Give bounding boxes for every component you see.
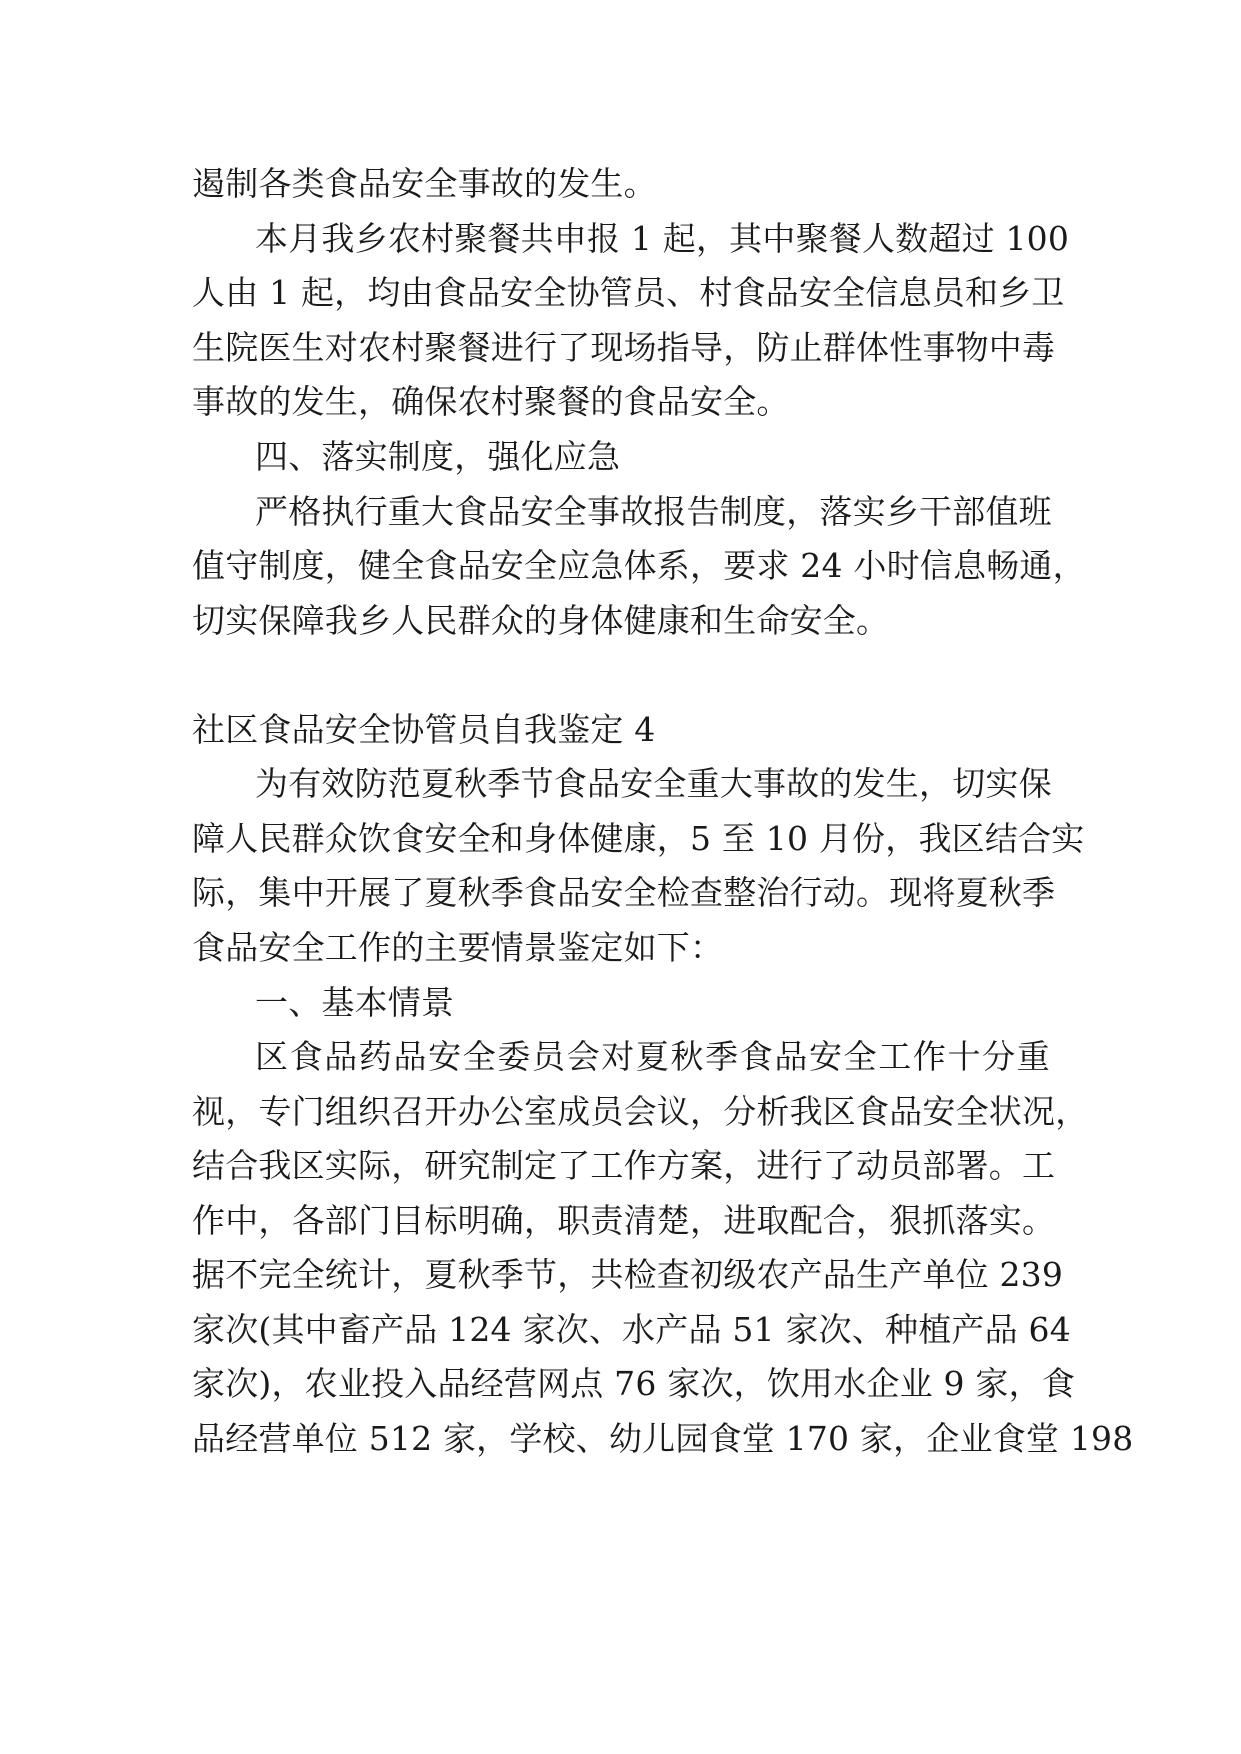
document-title: 社区食品安全协管员自我鉴定 4: [192, 710, 656, 749]
paragraph-line: 结合我区实际，研究制定了工作方案，进行了动员部署。工: [192, 1146, 1056, 1185]
paragraph-line: 作中，各部门目标明确，职责清楚，进取配合，狠抓落实。: [192, 1201, 1056, 1240]
paragraph-line: 家次(其中畜产品 124 家次、水产品 51 家次、种植产品 64: [192, 1310, 1071, 1349]
paragraph-line: 值守制度，健全食品安全应急体系，要求 24 小时信息畅通，: [192, 546, 1086, 585]
paragraph-line: 家次)，农业投入品经营网点 76 家次，饮用水企业 9 家，食: [192, 1364, 1076, 1403]
paragraph-line: 据不完全统计，夏秋季节，共检查初级农产品生产单位 239: [192, 1255, 1064, 1294]
paragraph-line: 区食品药品安全委员会对夏秋季食品安全工作十分重: [255, 1037, 1050, 1076]
section-heading: 一、基本情景: [255, 983, 455, 1022]
paragraph-line: 人由 1 起，均由食品安全协管员、村食品安全信息员和乡卫: [192, 273, 1065, 312]
paragraph-line: 品经营单位 512 家，学校、幼儿园食堂 170 家，企业食堂 198: [192, 1419, 1134, 1458]
paragraph-line: 为有效防范夏秋季节食品安全重大事故的发生，切实保: [255, 764, 1052, 803]
paragraph-line: 本月我乡农村聚餐共申报 1 起，其中聚餐人数超过 100: [255, 219, 1070, 258]
paragraph-line: 视，专门组织召开办公室成员会议，分析我区食品安全状况，: [192, 1092, 1089, 1131]
paragraph-line: 食品安全工作的主要情景鉴定如下：: [192, 928, 724, 967]
paragraph-line: 切实保障我乡人民群众的身体健康和生命安全。: [192, 601, 890, 640]
section-heading: 四、落实制度，强化应急: [255, 437, 621, 476]
paragraph-line: 事故的发生，确保农村聚餐的食品安全。: [192, 382, 790, 421]
paragraph-line: 生院医生对农村聚餐进行了现场指导，防止群体性事物中毒: [192, 328, 1056, 367]
paragraph-line: 障人民群众饮食安全和身体健康，5 至 10 月份，我区结合实: [192, 819, 1085, 858]
paragraph-line: 际，集中开展了夏秋季食品安全检查整治行动。现将夏秋季: [192, 873, 1056, 912]
paragraph-line: 遏制各类食品安全事故的发生。: [192, 164, 657, 203]
paragraph-line: 严格执行重大食品安全事故报告制度，落实乡干部值班: [255, 492, 1052, 531]
